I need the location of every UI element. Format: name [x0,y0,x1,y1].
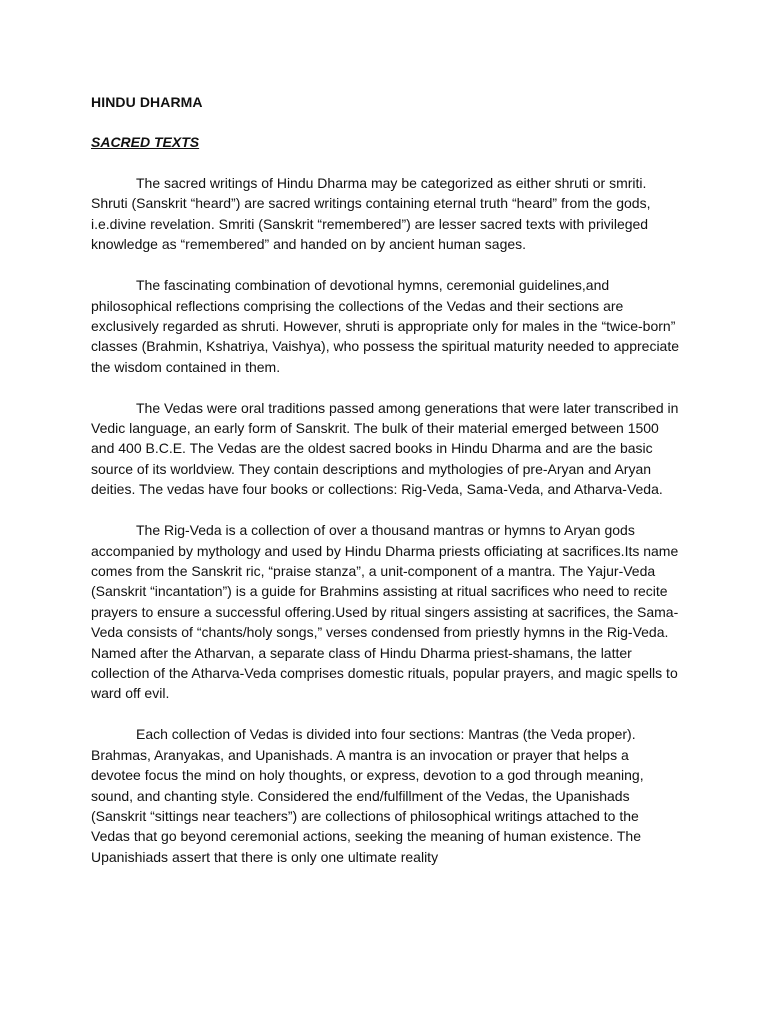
paragraph-vedas-shruti: The fascinating combination of devotional hymns, ceremonial guidelines,and philosophical reflections comprising the collections of the Vedas and their sections are exclusively regarded as shruti. However, shruti is appropriate only for males in the “twice-born” classes (Brahmin, Kshatriya, Vaishya), who possess the spiritual maturity needed to appreciate the wisdom contained in them. [91,277,680,375]
section-title: SACRED TEXTS [91,134,200,150]
paragraph-veda-sections: Each collection of Vedas is divided into four sections: Mantras (the Veda proper). Brahmas, Aranyakas, and Upanishads. A mantra is an invocation or prayer that helps a devotee focus the mind on holy thoughts, or express, devotion to a god through meaning, sound, and chanting style. Considered the end/fulfillment of the Vedas, the Upanishads (Sanskrit “sittings near teachers”) are collections of philosophical writings attached to the Vedas that go beyond ceremonial actions, seeking the meaning of human existence. The Upanishiads assert that there is only one ultimate reality [91,726,644,865]
document-page [91,92,681,867]
paragraph-four-vedas: The Rig-Veda is a collection of over a thousand mantras or hymns to Aryan gods accompanied by mythology and used by Hindu Dharma priests officiating at sacrifices.Its name comes from the Sanskrit ric, “praise stanza”, a unit-component of a mantra. The Yajur-Veda (Sanskrit “incantation”) is a guide for Brahmins assisting at ritual sacrifices who need to recite prayers to ensure a successful offering.Used by ritual singers assisting at sacrifices, the Sama-Veda consists of “chants/holy songs,” verses condensed from priestly hymns in the Rig-Veda. Named after the Atharvan, a separate class of Hindu Dharma priest-shamans, the latter collection of the Atharva-Veda comprises domestic rituals, popular prayers, and magic spells to ward off evil. [91,522,679,702]
paragraph-vedas-origins: The Vedas were oral traditions passed among generations that were later transcribed in Vedic language, an early form of Sanskrit. The bulk of their material emerged between 1500 and 400 B.C.E. The Vedas are the oldest sacred books in Hindu Dharma and are the basic source of its worldview. They contain descriptions and mythologies of pre-Aryan and Aryan deities. The vedas have four books or collections: Rig-Veda, Sama-Veda, and Atharva-Veda. [91,399,679,498]
document-title: HINDU DHARMA [91,94,203,110]
paragraph-shruti-smriti: The sacred writings of Hindu Dharma may be categorized as either shruti or smriti. Shruti (Sanskrit “heard”) are sacred writings containing eternal truth “heard” from the gods, i.e.divine revelation. Smriti (Sanskrit “remembered”) are lesser sacred texts with privileged knowledge as “remembered” and handed on by ancient human sages. [91,175,651,253]
